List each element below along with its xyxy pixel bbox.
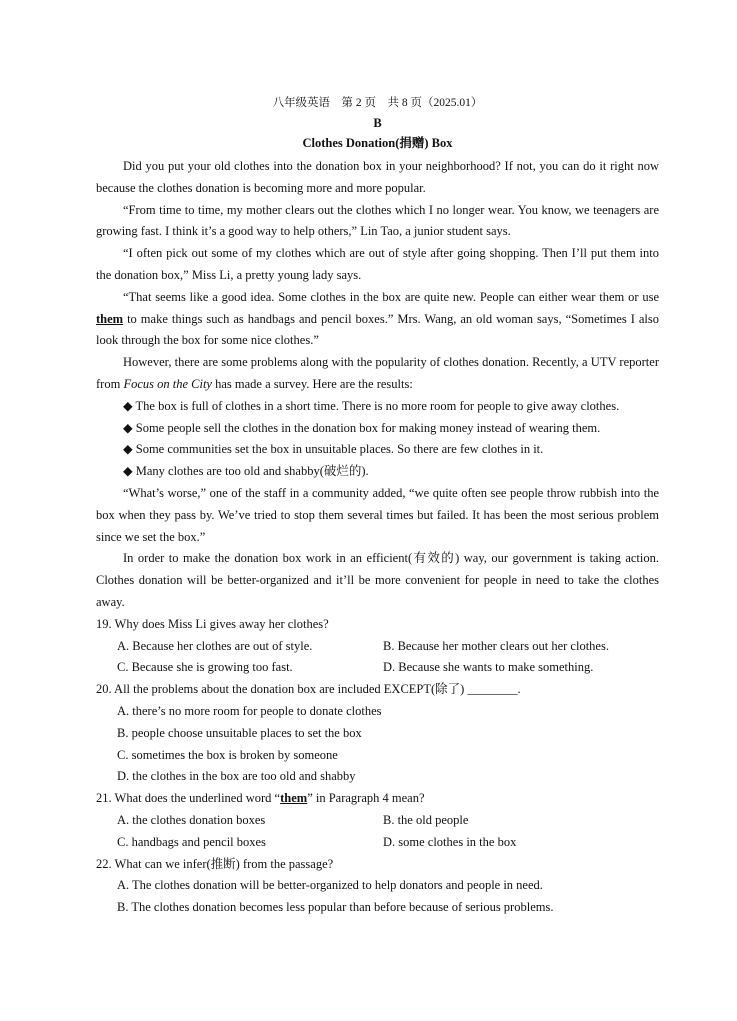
paragraph-6: “What’s worse,” one of the staff in a community added, “we quite often see people throw rubbish into the box when they pass by. We’ve tried to stop them several times but failed. It has been the most serious problem since we set the box.”: [96, 485, 659, 544]
passage-title: Clothes Donation(捐赠) Box: [302, 136, 453, 150]
paragraph-3: “I often pick out some of my clothes which are out of style after going shopping. Then I’ll put them into the donation box,” Miss Li, a pretty young lady says.: [96, 246, 659, 282]
question-20-option-c: C. sometimes the box is broken by someone: [117, 747, 338, 762]
paragraph-4: [96, 287, 659, 352]
underlined-word-them: them: [96, 311, 124, 326]
question-19-stem: 19. Why does Miss Li gives away her clothes?: [96, 616, 329, 631]
question-20: [96, 679, 659, 788]
survey-result-3: ◆ Some communities set the box in unsuitable places. So there are few clothes in it.: [123, 442, 544, 457]
passage: [96, 156, 659, 614]
question-20-option-b: B. people choose unsuitable places to set the box: [117, 725, 362, 740]
question-19-option-a: A. Because her clothes are out of style.: [117, 638, 313, 653]
paragraph-4-part-1: “That seems like a good idea. Some clothes in the box are quite new. People can either wear them or use: [123, 289, 659, 304]
question-21: [96, 788, 659, 853]
survey-result-4: ◆ Many clothes are too old and shabby(破烂的).: [123, 464, 369, 479]
question-20-option-d: D. the clothes in the box are too old and shabby: [117, 769, 356, 784]
question-19-option-c: C. Because she is growing too fast.: [117, 660, 293, 675]
paragraph-5-part-2: has made a survey. Here are the results:: [211, 376, 413, 391]
question-19-option-b: B. Because her mother clears out her clothes.: [383, 638, 609, 653]
paragraph-7: In order to make the donation box work in an efficient(有效的) way, our government is taking action. Clothes donation will be better-organized and it’ll be more convenient for people in need to take the clothes away.: [96, 551, 659, 609]
question-19: [96, 614, 659, 679]
exam-page: [96, 96, 659, 919]
question-22-stem: 22. What can we infer(推断) from the passage?: [96, 856, 334, 871]
question-22-option-b: B. The clothes donation becomes less popular than before because of serious problems.: [117, 900, 554, 915]
program-name: Focus on the City: [123, 376, 212, 391]
question-21-option-d: D. some clothes in the box: [383, 834, 517, 849]
question-22-option-a: A. The clothes donation will be better-organized to help donators and people in need.: [117, 878, 543, 893]
question-20-stem: 20. All the problems about the donation box are included EXCEPT(除了) ________.: [96, 682, 521, 697]
paragraph-4-part-2: to make things such as handbags and pencil boxes.” Mrs. Wang, an old woman says, “Sometimes I also look through the box for some nice clothes.”: [96, 311, 659, 348]
question-20-option-a: A. there’s no more room for people to donate clothes: [117, 703, 382, 718]
question-21-option-b: B. the old people: [383, 812, 469, 827]
survey-result-2: ◆ Some people sell the clothes in the donation box for making money instead of wearing them.: [123, 420, 601, 435]
page-header: 八年级英语 第 2 页 共 8 页（2025.01）: [272, 97, 483, 109]
question-21-stem: [96, 788, 659, 810]
survey-result-1: ◆ The box is full of clothes in a short time. There is no more room for people to give away clothes.: [123, 398, 620, 413]
question-21-option-c: C. handbags and pencil boxes: [117, 834, 266, 849]
paragraph-1: Did you put your old clothes into the donation box in your neighborhood? If not, you can do it right now because the clothes donation is becoming more and more popular.: [96, 159, 659, 195]
question-21-underlined-word: them: [280, 791, 308, 806]
question-21-stem-part-1: 21. What does the underlined word “: [96, 791, 281, 806]
paragraph-2: “From time to time, my mother clears out the clothes which I no longer wear. You know, we teenagers are growing fast. I think it’s a good way to help others,” Lin Tao, a junior student says.: [96, 202, 659, 239]
question-19-option-d: D. Because she wants to make something.: [383, 660, 594, 675]
question-21-option-a: A. the clothes donation boxes: [117, 812, 266, 827]
paragraph-5-part-1: However, there are some problems along with the popularity of clothes donation. Recently, a UTV reporter from: [96, 355, 659, 391]
question-21-stem-part-2: ” in Paragraph 4 mean?: [307, 791, 425, 806]
section-label: B: [373, 116, 382, 130]
question-22: [96, 854, 659, 919]
paragraph-5: [96, 352, 659, 396]
